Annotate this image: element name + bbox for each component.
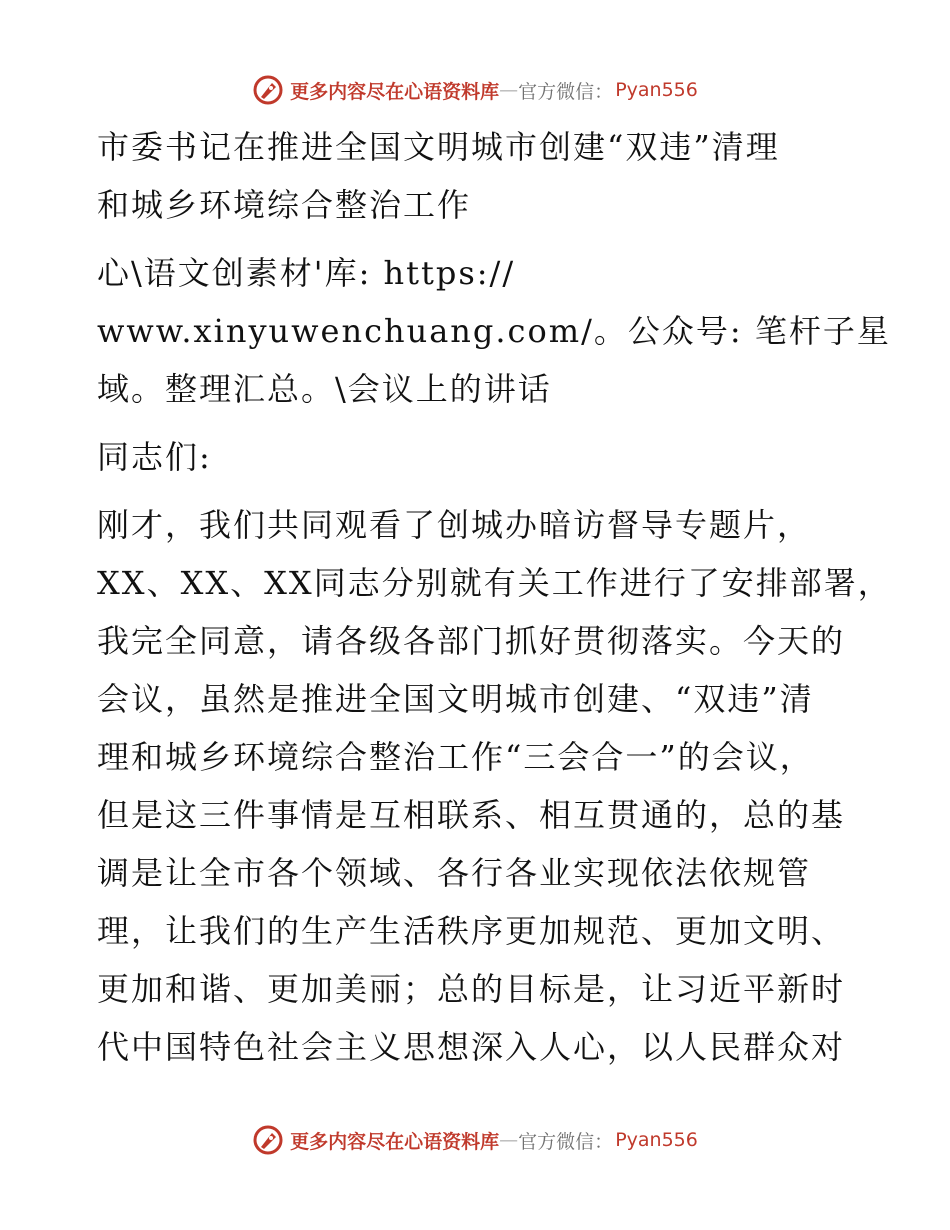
body-line: 会议，虽然是推进全国文明城市创建、“双违”清 [97,680,814,718]
body-line: 我完全同意，请各级各部门抓好贯彻落实。今天的 [97,622,846,660]
banner-secondary-text: 官方微信： [518,1130,614,1153]
title-line: 市委书记在推进全国文明城市创建“双违”清理 [97,128,780,166]
source-line: 心\语文创素材'库: https:// [97,254,516,292]
header-banner [0,73,950,107]
body-line: XX、XX、XX同志分别就有关工作进行了安排部署， [97,564,892,602]
banner-handle: Pyan556 [615,79,698,101]
pen-nib-logo-icon [252,74,284,106]
footer-banner [0,1123,950,1157]
banner-main-text: 更多内容尽在心语资料库 [290,80,500,103]
source-line: www.xinyuwenchuang.com/。公众号: 笔杆子星 [97,312,891,350]
document-body [97,118,892,1076]
body-line: 但是这三件事情是互相联系、相互贯通的，总的基 [97,796,846,834]
pen-nib-logo-icon [252,1124,284,1156]
banner-secondary-text: 官方微信： [518,80,614,103]
body-line: 调是让全市各个领域、各行各业实现依法依规管 [97,854,812,892]
banner-main-text: 更多内容尽在心语资料库 [290,1130,500,1153]
body-line: 理和城乡环境综合整治工作“三会合一”的会议， [97,738,814,776]
body-line: 刚才，我们共同观看了创城办暗访督导专题片， [97,506,812,544]
banner-handle: Pyan556 [615,1129,698,1151]
banner-separator: — [499,79,519,101]
salutation: 同志们: [97,438,212,476]
body-line: 理，让我们的生产生活秩序更加规范、更加文明、 [97,912,846,950]
banner-separator: — [499,1129,519,1151]
title-line: 和城乡环境综合整治工作 [97,186,472,224]
body-line: 代中国特色社会主义思想深入人心，以人民群众对 [97,1028,846,1066]
body-line: 更加和谐、更加美丽；总的目标是，让习近平新时 [97,970,846,1008]
source-line: 域。整理汇总。\会议上的讲话 [97,370,552,408]
